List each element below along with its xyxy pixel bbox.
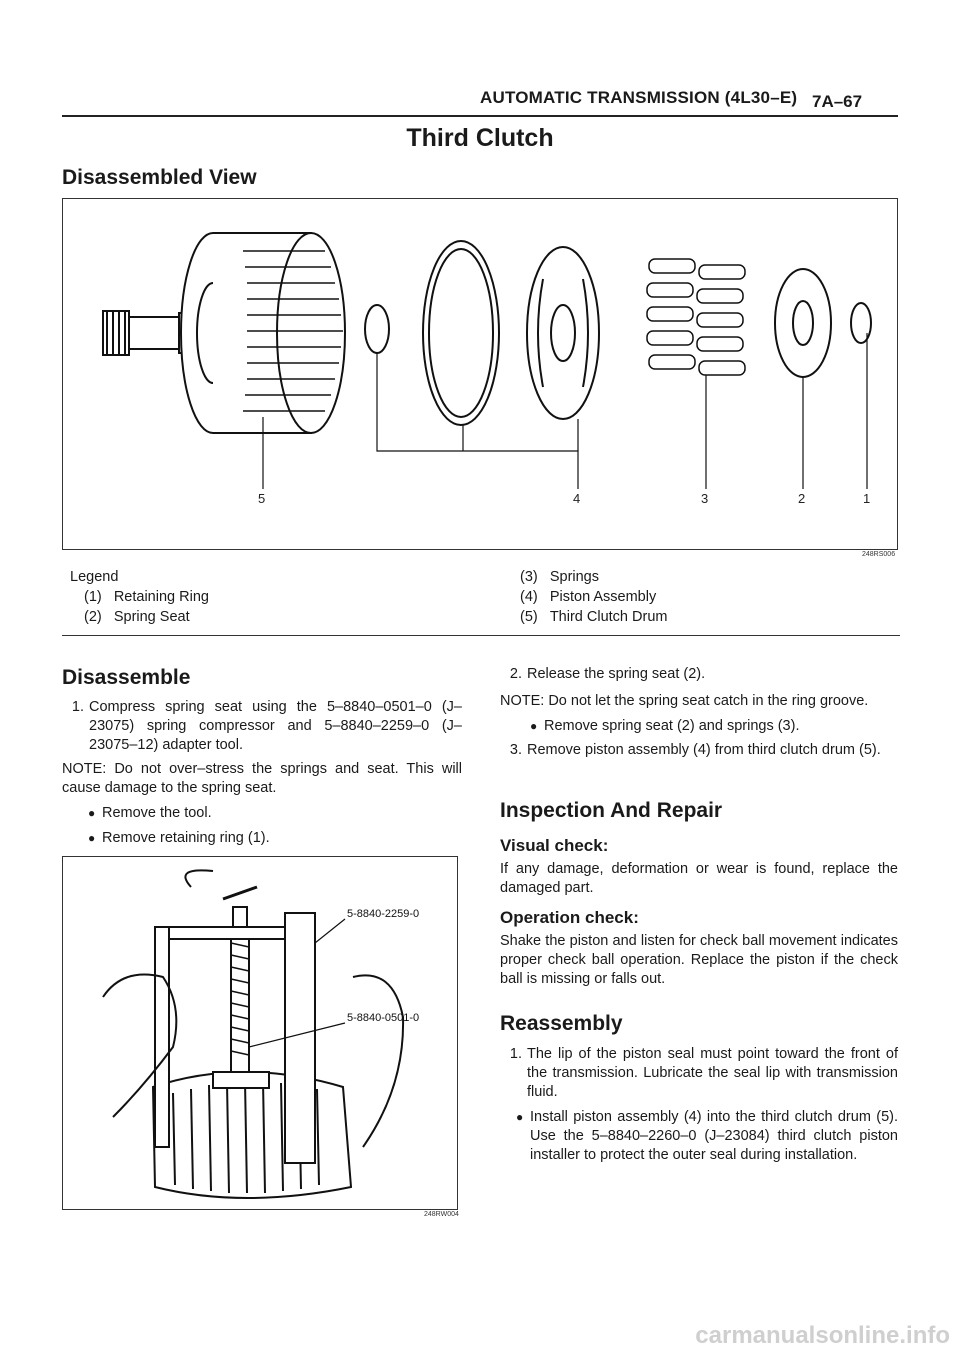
step-text: Remove piston assembly (4) from third clutch drum (5). <box>527 742 881 758</box>
legend-title: Legend <box>70 569 119 585</box>
running-header-title: AUTOMATIC TRANSMISSION (4L30–E) <box>480 88 798 107</box>
figure-code-2: 248RW004 <box>424 1211 459 1218</box>
legend-rule <box>62 635 900 636</box>
callout-3: 3 <box>701 491 709 506</box>
section-heading-disassemble: Disassemble <box>62 666 191 689</box>
legend-item-1 <box>84 587 209 607</box>
tool-label-adapter: 5-8840-2259-0 <box>347 908 420 920</box>
callout-2: 2 <box>798 491 806 506</box>
tool-label-compressor: 5-8840-0501-0 <box>347 1012 420 1024</box>
section-heading-reassembly: Reassembly <box>500 1012 623 1035</box>
step-number: 1. <box>509 1046 522 1062</box>
exploded-view-drawing <box>63 199 897 549</box>
page-number: 7A–67 <box>812 92 863 111</box>
bullet-remove-retaining-ring <box>88 829 458 848</box>
header-rule <box>62 115 898 117</box>
bullet-icon: ● <box>88 806 96 820</box>
section-heading-inspection: Inspection And Repair <box>500 799 723 822</box>
step-number: 3. <box>509 742 522 758</box>
bullet-text: Remove the tool. <box>102 805 212 821</box>
bullet-remove-spring-seat <box>530 717 898 736</box>
step-number: 1. <box>71 699 84 715</box>
legend-num: (1) <box>84 589 102 605</box>
legend-label: Third Clutch Drum <box>549 609 668 625</box>
legend-item-3 <box>520 567 599 587</box>
step-number: 2. <box>509 666 522 682</box>
page-title: Third Clutch <box>406 124 554 152</box>
disassemble-step-1 <box>62 698 462 755</box>
bullet-install-piston <box>516 1108 898 1165</box>
figure-code-1: 248RS006 <box>862 551 896 558</box>
bullet-text: Remove retaining ring (1). <box>102 830 270 846</box>
disassemble-step-2 <box>500 665 898 684</box>
legend-label: Spring Seat <box>113 609 190 625</box>
visual-check-text: If any damage, deformation or wear is found, replace the damaged part. <box>500 861 898 896</box>
callout-4: 4 <box>573 491 581 506</box>
bullet-remove-tool <box>88 804 458 823</box>
bullet-text: Remove spring seat (2) and springs (3). <box>544 718 800 734</box>
watermark: carmanualsonline.info <box>695 1322 950 1349</box>
legend-label: Retaining Ring <box>113 589 209 605</box>
legend-item-4 <box>520 587 656 607</box>
step-text: The lip of the piston seal must point toward the front of the transmission. Lubricate the seal lip with transmission fluid. <box>527 1046 898 1100</box>
note-2: NOTE: Do not let the spring seat catch in the ring groove. <box>500 693 869 709</box>
bullet-text: Install piston assembly (4) into the third clutch drum (5). Use the 5–8840–2260–0 (J–23084) third clutch piston installer to protect the outer seal during installation. <box>530 1109 898 1163</box>
legend-label: Springs <box>549 569 599 585</box>
bullet-icon: ● <box>516 1110 524 1124</box>
legend-num: (4) <box>520 589 538 605</box>
step-text: Compress spring seat using the 5–8840–0501–0 (J–23075) spring compressor and 5–8840–2259–0 (J–23075–12) adapter tool. <box>89 699 462 753</box>
operation-check-text: Shake the piston and listen for check ball movement indicates proper check ball operation. Replace the piston if the check ball is missing or falls out. <box>500 933 898 987</box>
subheading-visual-check: Visual check: <box>500 836 609 855</box>
callout-5: 5 <box>258 491 266 506</box>
legend-label: Piston Assembly <box>549 589 657 605</box>
spring-compressor-drawing <box>63 857 457 1209</box>
legend-num: (2) <box>84 609 102 625</box>
legend-item-2 <box>84 607 190 627</box>
callout-1: 1 <box>863 491 871 506</box>
disassemble-step-3 <box>500 741 898 760</box>
step-text: Release the spring seat (2). <box>527 666 706 682</box>
spring-compressor-figure <box>62 856 458 1210</box>
subheading-operation-check: Operation check: <box>500 908 639 927</box>
bullet-icon: ● <box>88 831 96 845</box>
reassembly-step-1 <box>500 1045 898 1102</box>
note-1: NOTE: Do not over–stress the springs and seat. This will cause damage to the spring seat. <box>62 761 462 796</box>
section-heading-disassembled-view: Disassembled View <box>62 166 257 189</box>
legend-num: (5) <box>520 609 538 625</box>
exploded-view-figure <box>62 198 898 550</box>
legend-item-5 <box>520 607 667 627</box>
legend-num: (3) <box>520 569 538 585</box>
bullet-icon: ● <box>530 719 538 733</box>
